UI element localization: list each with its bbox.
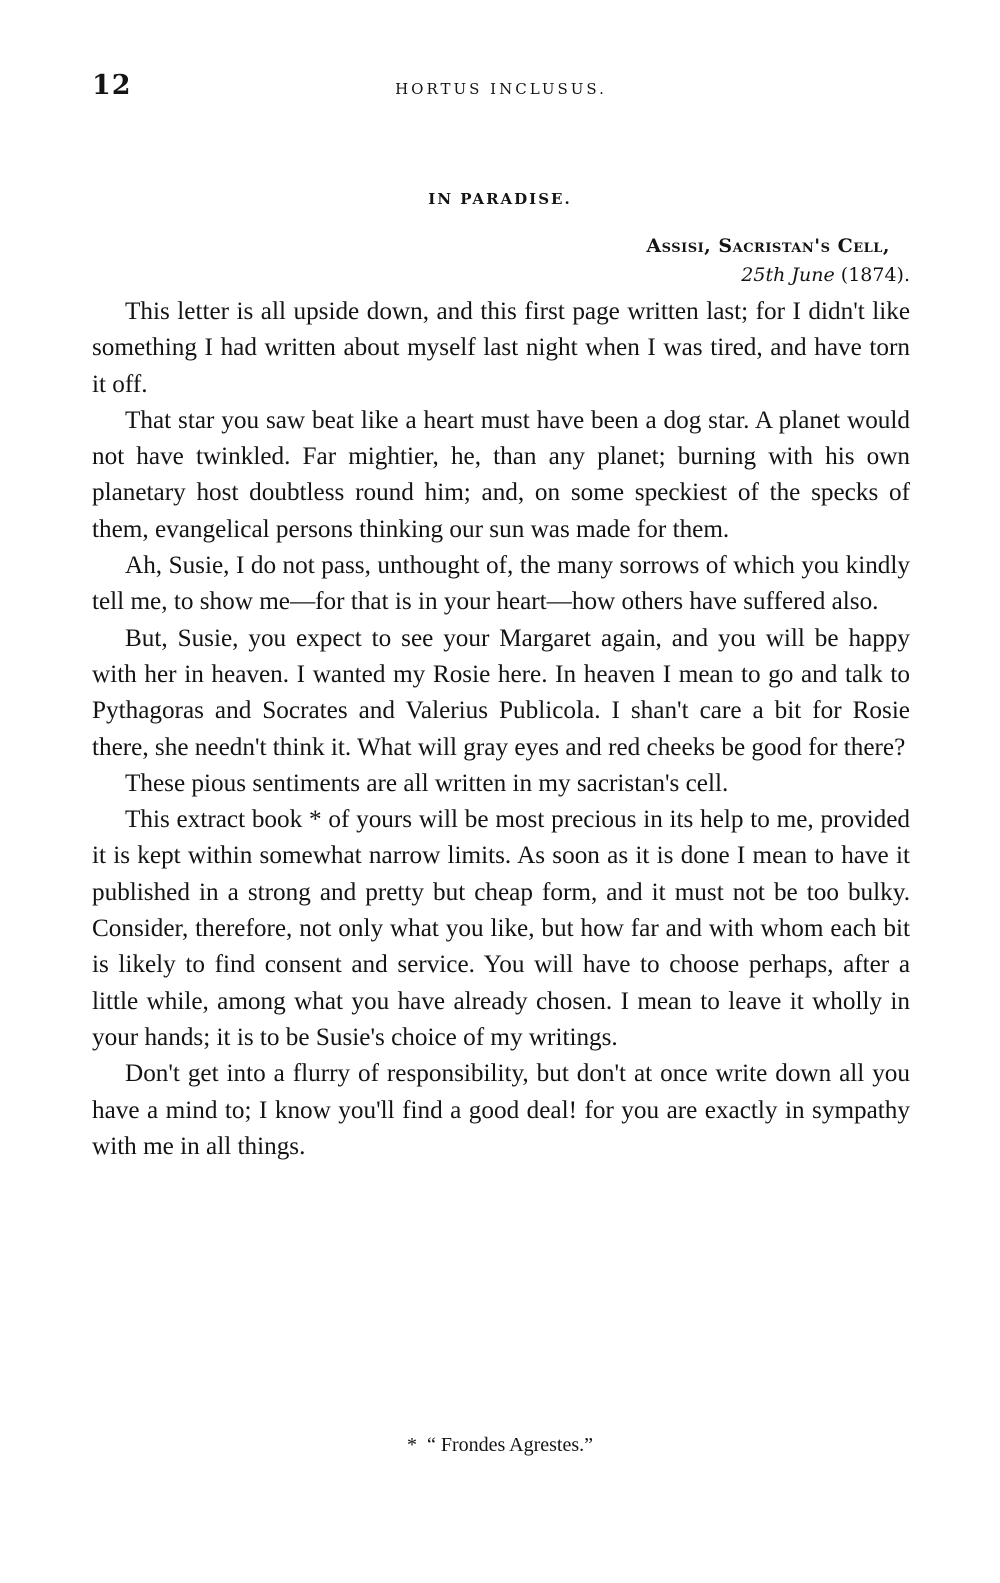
- letter-body: [92, 294, 910, 1165]
- page-number: 12: [92, 70, 132, 101]
- footnote-mark: *: [406, 1434, 417, 1456]
- paragraph: Don't get into a flurry of responsibility, but don't at once write down all you have a mind to; I know you'll find a good deal! for you are exactly in sympathy with me in all things.: [92, 1060, 910, 1160]
- dateline-date: 25th June: [741, 264, 835, 286]
- footnote: [0, 1434, 1000, 1457]
- running-head: [92, 70, 910, 110]
- paragraph: Ah, Susie, I do not pass, unthought of, the many sorrows of which you kindly tell me, to show me—for that is in your heart—how others have suffered also.: [92, 552, 910, 616]
- letter-dateline: [646, 232, 910, 290]
- section-title: IN PARADISE.: [428, 190, 572, 208]
- paragraph: But, Susie, you expect to see your Margaret again, and you will be happy with her in heaven. I wanted my Rosie here. In heaven I mean to go and talk to Pythagoras and Socrates and Valerius Publicola. I shan't care a bit for Rosie there, she needn't think it. What will gray eyes and red cheeks be good for there?: [92, 624, 910, 761]
- dateline-year: (1874).: [840, 264, 910, 286]
- paragraph: These pious sentiments are all written in my sacristan's cell.: [125, 769, 729, 797]
- paragraph: That star you saw beat like a heart must have been a dog star. A planet would not have twinkled. Far mightier, he, than any planet; burning with his own planetary host doubtless round him; and, on some speckiest of the specks of them, evangelical persons thinking our sun was made for them.: [92, 406, 910, 543]
- running-title: HORTUS INCLUSUS.: [395, 80, 607, 98]
- paragraph: This letter is all upside down, and this first page written last; for I didn't like something I had written about myself last night when I was tired, and have torn it off.: [92, 298, 910, 398]
- footnote-text: “ Frondes Agrestes.”: [426, 1434, 594, 1456]
- paragraph: This extract book * of yours will be most precious in its help to me, provided it is kept within somewhat narrow limits. As soon as it is done I mean to have it published in a strong and pretty but cheap form, and it must not be too bulky. Consider, therefore, not only what you like, but how far and with whom each bit is likely to find consent and service. You will have to choose perhaps, after a little while, among what you have already chosen. I mean to leave it wholly in your hands; it is to be Susie's choice of my writings.: [92, 806, 910, 1051]
- dateline-place: Assisi, Sacristan's Cell,: [646, 235, 890, 257]
